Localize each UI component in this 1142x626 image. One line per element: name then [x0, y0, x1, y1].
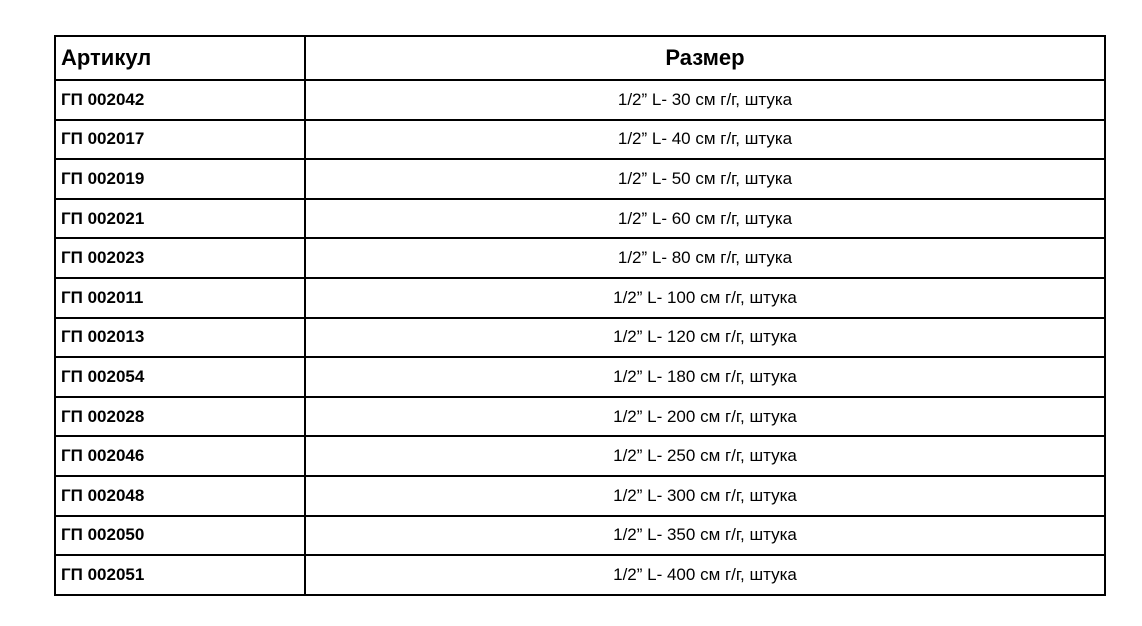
article-cell: ГП 002021 — [55, 199, 305, 239]
size-cell: 1/2” L- 200 см г/г, штука — [305, 397, 1105, 437]
size-cell: 1/2” L- 300 см г/г, штука — [305, 476, 1105, 516]
size-cell: 1/2” L- 80 см г/г, штука — [305, 238, 1105, 278]
header-size: Размер — [305, 36, 1105, 80]
table-row — [55, 476, 1105, 516]
size-cell: 1/2” L- 350 см г/г, штука — [305, 516, 1105, 556]
table-row — [55, 357, 1105, 397]
table-row — [55, 199, 1105, 239]
table-row — [55, 397, 1105, 437]
article-cell: ГП 002019 — [55, 159, 305, 199]
header-article: Артикул — [55, 36, 305, 80]
size-cell: 1/2” L- 100 см г/г, штука — [305, 278, 1105, 318]
size-cell: 1/2” L- 50 см г/г, штука — [305, 159, 1105, 199]
table-row — [55, 516, 1105, 556]
table-row — [55, 80, 1105, 120]
table-row — [55, 555, 1105, 595]
table-row — [55, 120, 1105, 160]
article-cell: ГП 002051 — [55, 555, 305, 595]
size-cell: 1/2” L- 30 см г/г, штука — [305, 80, 1105, 120]
table-header-row — [55, 36, 1105, 80]
size-cell: 1/2” L- 180 см г/г, штука — [305, 357, 1105, 397]
article-cell: ГП 002054 — [55, 357, 305, 397]
article-cell: ГП 002042 — [55, 80, 305, 120]
size-cell: 1/2” L- 120 см г/г, штука — [305, 318, 1105, 358]
product-size-table — [54, 35, 1106, 596]
table-row — [55, 159, 1105, 199]
article-cell: ГП 002028 — [55, 397, 305, 437]
size-cell: 1/2” L- 40 см г/г, штука — [305, 120, 1105, 160]
article-cell: ГП 002011 — [55, 278, 305, 318]
size-cell: 1/2” L- 400 см г/г, штука — [305, 555, 1105, 595]
table-row — [55, 318, 1105, 358]
table-row — [55, 278, 1105, 318]
size-cell: 1/2” L- 250 см г/г, штука — [305, 436, 1105, 476]
table-row — [55, 238, 1105, 278]
article-cell: ГП 002046 — [55, 436, 305, 476]
article-cell: ГП 002050 — [55, 516, 305, 556]
article-cell: ГП 002017 — [55, 120, 305, 160]
product-table-container — [54, 35, 1104, 596]
size-cell: 1/2” L- 60 см г/г, штука — [305, 199, 1105, 239]
article-cell: ГП 002013 — [55, 318, 305, 358]
table-row — [55, 436, 1105, 476]
article-cell: ГП 002048 — [55, 476, 305, 516]
article-cell: ГП 002023 — [55, 238, 305, 278]
